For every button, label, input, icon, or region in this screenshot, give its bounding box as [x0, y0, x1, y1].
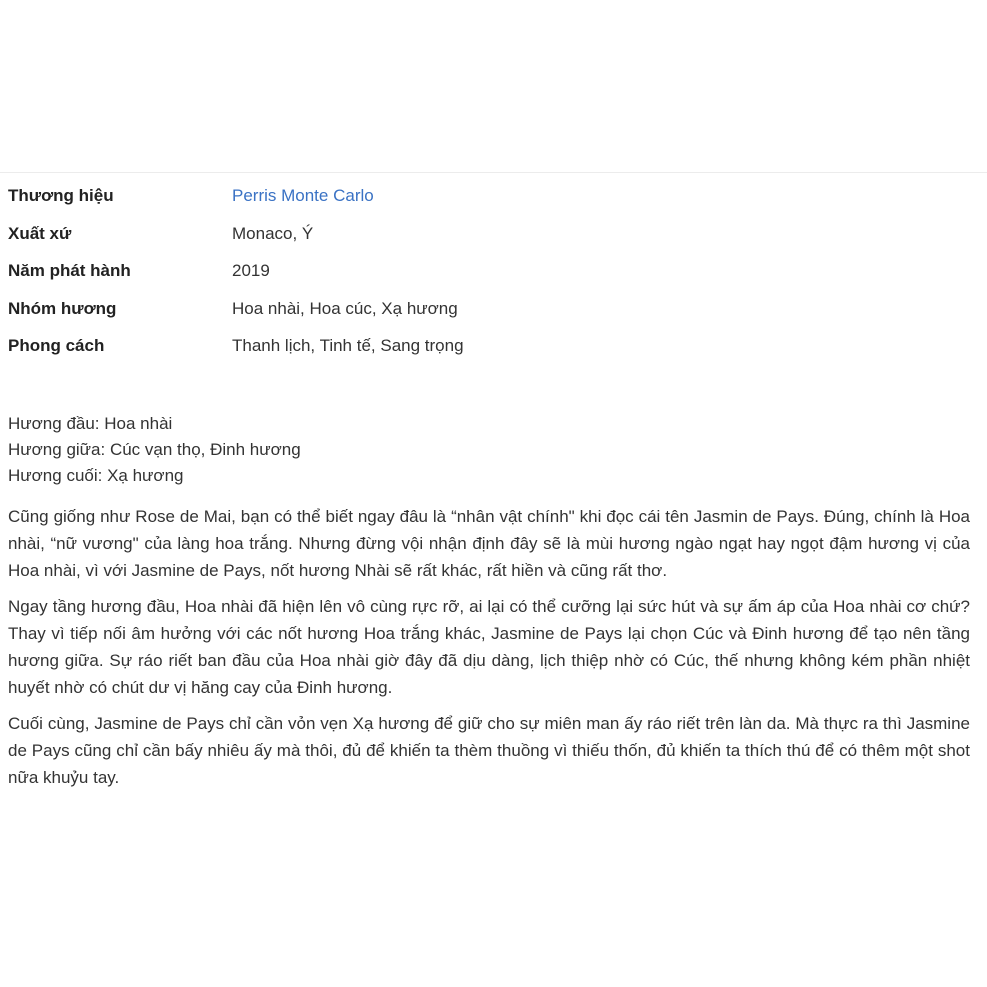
spec-row-brand — [8, 178, 968, 216]
top-divider — [0, 172, 987, 173]
spec-value-style: Thanh lịch, Tinh tế, Sang trọng — [232, 336, 464, 355]
spec-label-style: Phong cách — [8, 336, 105, 355]
brand-link[interactable]: Perris Monte Carlo — [232, 186, 374, 205]
spec-row-origin — [8, 216, 968, 254]
base-note: Hương cuối: Xạ hương — [8, 466, 184, 485]
spec-label-release-year: Năm phát hành — [8, 261, 131, 280]
spec-value-origin: Monaco, Ý — [232, 223, 314, 243]
description-paragraph-2: Ngay tầng hương đầu, Hoa nhài đã hiện lên vô cùng rực rỡ, ai lại có thể cưỡng lại sức hút và sự ấm áp của Hoa nhài cơ chứ? Thay vì tiếp nối âm hưởng với các nốt hương Hoa trắng khác, Jasmine de Pays lại chọn Cúc và Đinh hương để tạo nên tầng hương giữa. Sự ráo riết ban đầu của Hoa nhài giờ đây đã dịu dàng, lịch thiệp nhờ có Cúc, thế nhưng không kém phần nhiệt huyết nhờ có chút dư vị hăng cay của Đinh hương. — [8, 597, 970, 697]
scent-notes — [8, 411, 973, 489]
product-spec-table — [8, 178, 968, 366]
spec-label-scent-group: Nhóm hương — [8, 298, 117, 318]
spec-label-brand: Thương hiệu — [8, 186, 114, 205]
spec-label-origin: Xuất xứ — [8, 223, 72, 243]
spec-row-release-year — [8, 253, 968, 291]
spec-value-scent-group: Hoa nhài, Hoa cúc, Xạ hương — [232, 298, 458, 318]
spec-row-style — [8, 328, 968, 366]
spec-value-release-year: 2019 — [232, 261, 270, 280]
description-paragraph-3: Cuối cùng, Jasmine de Pays chỉ cần vỏn vẹn Xạ hương để giữ cho sự miên man ấy ráo riết trên làn da. Mà thực ra thì Jasmine de Pays cũng chỉ cần bấy nhiêu ấy mà thôi, đủ để khiến ta thèm thuồng vì thiếu thốn, đủ khiến ta thích thú để có thêm một shot nữa khuỷu tay. — [8, 714, 970, 787]
middle-note: Hương giữa: Cúc vạn thọ, Đinh hương — [8, 440, 301, 459]
top-note: Hương đầu: Hoa nhài — [8, 414, 173, 433]
description-paragraph-1: Cũng giống như Rose de Mai, bạn có thể biết ngay đâu là “nhân vật chính" khi đọc cái tên Jasmin de Pays. Đúng, chính là Hoa nhài, “nữ vương" của làng hoa trắng. Nhưng đừng vội nhận định đây sẽ là mùi hương ngào ngạt hay ngọt đậm hương vị của Hoa nhài, vì với Jasmine de Pays, nốt hương Nhài sẽ rất khác, rất hiền và cũng rất thơ. — [8, 507, 970, 580]
spec-row-scent-group — [8, 291, 968, 329]
